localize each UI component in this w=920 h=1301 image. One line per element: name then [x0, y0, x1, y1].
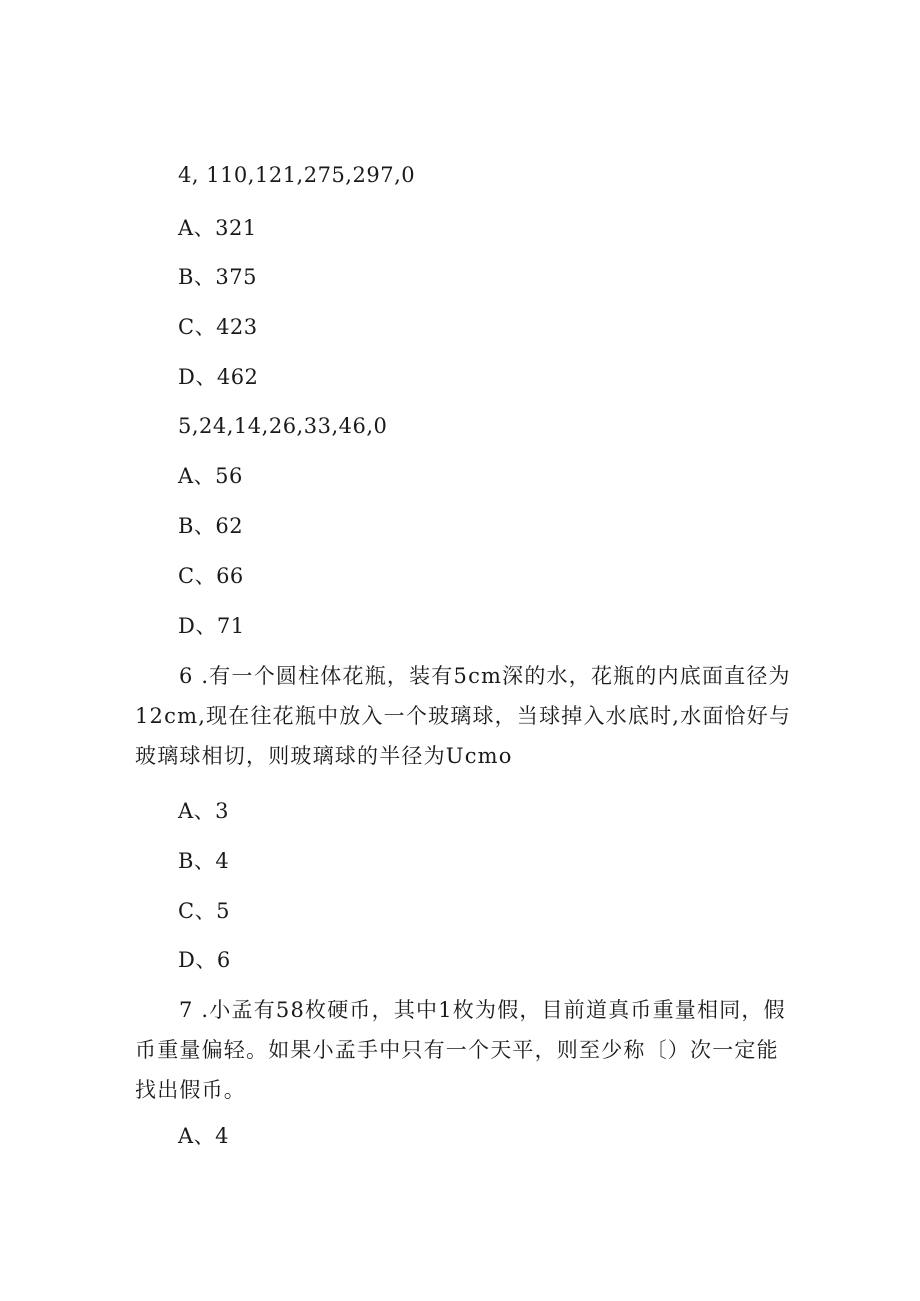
- question-7-text: 7 .小孟有58枚硬币，其中1枚为假，目前道真币重量相同，假币重量偏轻。如果小孟手中只有一个天平，则至少称〔）次一定能找出假币。: [135, 998, 786, 1102]
- question-5-option-c: C、66: [178, 564, 244, 588]
- question-6-text: 6 .有一个圆柱体花瓶，装有5cm深的水，花瓶的内底面直径为12cm,现在往花瓶中放入一个玻璃球，当球掉入水底时,水面恰好与玻璃球相切，则玻璃球的半径为Ucmo: [135, 664, 792, 768]
- question-6-stem: [135, 656, 800, 776]
- question-5-option-a: A、56: [178, 464, 243, 488]
- question-4-option-d: D、462: [178, 365, 259, 389]
- question-4-option-c: C、423: [178, 315, 258, 339]
- question-5-option-b: B、62: [178, 514, 244, 538]
- question-6-option-c: C、5: [178, 899, 230, 923]
- question-7-option-a: A、4: [178, 1124, 230, 1148]
- question-6-option-b: B、4: [178, 849, 230, 873]
- question-7-stem: [135, 990, 800, 1110]
- question-6-option-d: D、6: [178, 948, 231, 972]
- question-4-stem: 4, 110,121,275,297,0: [178, 163, 416, 187]
- question-5-stem: 5,24,14,26,33,46,0: [178, 414, 388, 438]
- question-5-option-d: D、71: [178, 614, 245, 638]
- question-6-option-a: A、3: [178, 799, 230, 823]
- question-4-option-a: A、321: [178, 216, 257, 240]
- question-4-option-b: B、375: [178, 265, 258, 289]
